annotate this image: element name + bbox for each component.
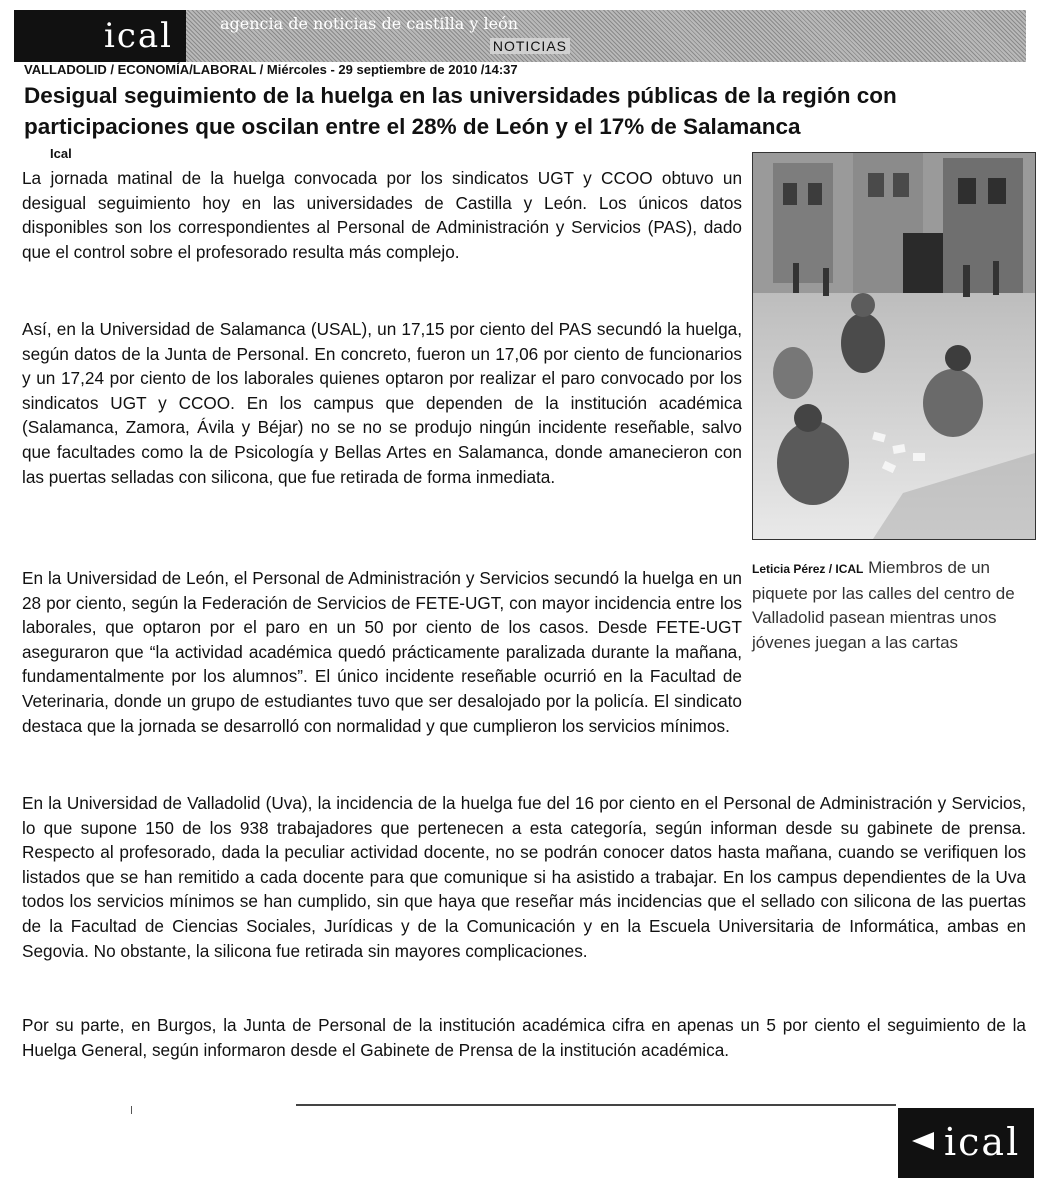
photo-illustration [753, 153, 1035, 539]
byline: Ical [50, 146, 72, 161]
arrow-left-icon [912, 1132, 934, 1150]
article-paragraph: Por su parte, en Burgos, la Junta de Personal de la institución académica cifra en apenas un 5 por ciento el seguimiento de la Huelga General, según informaron desde el Gabinete de Prensa de la institución académica. [22, 1015, 1026, 1060]
footer-logo: ical [944, 1120, 1021, 1164]
news-photo [752, 152, 1036, 540]
photo-caption-text: Miembros de un piquete por las calles del centro de Valladolid pasean mientras unos jóvenes juegan a las cartas [752, 558, 1015, 652]
photo-credit: Leticia Pérez / ICAL [752, 562, 864, 576]
photo-caption [752, 556, 1022, 655]
article-paragraph: La jornada matinal de la huelga convocada por los sindicatos UGT y CCOO obtuvo un desigual seguimiento hoy en las universidades de Castilla y León. Los únicos datos disponibles son los correspondientes al Personal de Administración y Servicios (PAS), dado que el control sobre el profesorado resulta más complejo. [22, 168, 742, 262]
article-paragraph: Así, en la Universidad de Salamanca (USAL), un 17,15 por ciento del PAS secundó la huelga, según datos de la Junta de Personal. En concreto, fueron un 17,06 por ciento de funcionarios y un 17,24 por ciento de los laborales quienes optaron por realizar el paro convocado por los sindicatos UGT y CCOO. En los campus que dependen de la institución académica (Salamanca, Zamora, Ávila y Béjar) no se no se produjo ningún incidente reseñable, salvo que facultades como la de Psicología y Bellas Artes en Salamanca, donde amanecieron con las puertas selladas con silicona, que fue retirada de forma inmediata. [22, 319, 742, 487]
article-paragraph: En la Universidad de Valladolid (Uva), la incidencia de la huelga fue del 16 por ciento en el Personal de Administración y Servicios, lo que supone 150 de los 938 trabajadores que pertenecen a esta categoría, según informan desde su gabinete de prensa. Respecto al profesorado, dada la peculiar actividad docente, no se podrán conocer datos hasta mañana, cuando se verifiquen los listados que se han remitido a cada docente para que comunique si ha asistido a trabajar. En los campus dependientes de la Uva todos los servicios mínimos se han cumplido, sin que haya que reseñar más incidencias que el sellado con silicona de las puertas de la Facultad de Ciencias Sociales, Jurídicas y de la Comunicación y en la Escuela Universitaria de Informática, ambas en Segovia. No obstante, la silicona fue retirada sin mayores complicaciones. [22, 793, 1026, 961]
dateline: VALLADOLID / ECONOMÍA/LABORAL / Miércoles - 29 septiembre de 2010 /14:37 [24, 62, 518, 77]
footer-rule [296, 1104, 896, 1106]
scan-mark [131, 1106, 132, 1114]
headline: Desigual seguimiento de la huelga en las universidades públicas de la región con participaciones que oscilan entre el 28% de León y el 17% de Salamanca [24, 83, 897, 139]
article-paragraph-text: En la Universidad de León, el Personal de Administración y Servicios secundó la huelga en un 28 por ciento, según la Federación de Servicios de FETE-UGT, con mayor incidencia entre los laborales, que optaron por el paro en un 50 por ciento de los casos. Desde FETE-UGT aseguraron que “la actividad académica quedó prácticamente paralizada durante la mañana, fundamentalmente por los alumnos”. El único incidente reseñable ocurrió en la Facultad de Veterinaria, donde un grupo de estudiantes tuvo que ser desalojado por la policía. El sindicato destaca que la jornada se desarrolló con normalidad y que cumplieron los servicios mínimos. [22, 568, 742, 736]
section-label: NOTICIAS [490, 38, 570, 54]
ical-logo: ical [104, 16, 174, 56]
agency-tagline: agencia de noticias de castilla y león [220, 14, 519, 33]
header-banner [14, 10, 1026, 62]
